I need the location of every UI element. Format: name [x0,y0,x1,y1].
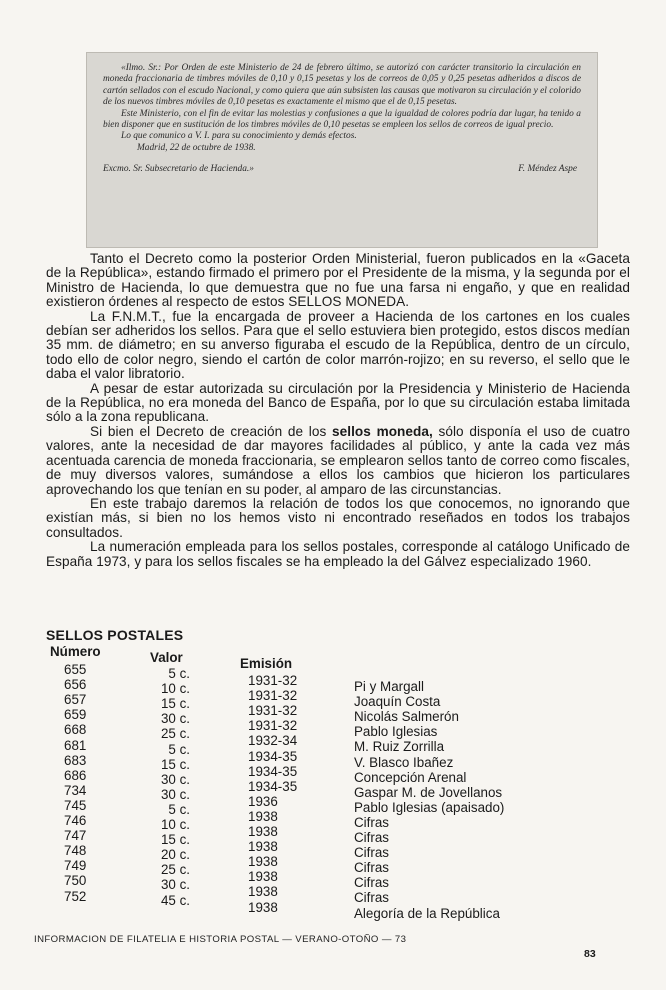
row-description: V. Blasco Ibañez [354,754,454,770]
article-body [46,252,630,569]
row-emision: 1938 [248,854,278,870]
row-valor: 20 c. [160,847,190,863]
row-valor: 5 c. [168,666,190,681]
row-description: Pi y Margall [354,679,424,694]
row-emision: 1936 [248,793,278,809]
row-valor: 30 c. [160,877,190,893]
row-description: Cifras [354,875,389,891]
row-emision: 1934-35 [248,778,298,794]
row-valor: 25 c. [160,726,190,742]
body-paragraph-2: La F.N.M.T., fue la encargada de proveer a Hacienda de los cartones en los cuales debían ser adheridos los sellos. Para que el sello estuviera bien protegido, estos discos medían 35 mm. de diámetro; en su anverso figuraba el escudo de la República, dentro de un círculo, todo ello de color negro, siendo el cartón de color marrón-rojizo; en su reverso, el sello que le daba el valor libratorio. [46,308,630,382]
quote-recipient: Excmo. Sr. Subsecretario de Hacienda.» [103,164,254,175]
row-description: Joaquín Costa [354,694,441,710]
row-valor: 15 c. [160,696,190,712]
quote-signature: F. Méndez Aspe [518,164,577,175]
body-paragraph-6: La numeración empleada para los sellos postales, corresponde al catálogo Unificado de España 1973, y para los sellos fiscales se ha empleado la del Gálvez especializado 1960. [46,539,630,569]
body-paragraph-4 [46,425,630,497]
header-valor: Valor [150,650,183,665]
row-valor: 5 c. [168,741,190,757]
body-paragraph-1: Tanto el Decreto como la posterior Orden Ministerial, fueron publicados en la «Gaceta de la República», estando firmado el primero por el Presidente de la misma, y la segunda por el Ministro de Hacienda, lo que demuestra que no fue una farsa ni engaño, y que en realidad existieron órdenes al respecto de estos SELLOS MONEDA. [46,251,630,310]
quote-date: Madrid, 22 de octubre de 1938. [137,142,256,153]
row-numero: 752 [64,888,87,904]
row-numero: 668 [64,722,87,738]
quoted-order-box [86,52,598,248]
row-description: Gaspar M. de Jovellanos [354,784,503,800]
body-p4-before: Si bien el Decreto de creación de los [90,423,333,439]
quote-paragraph-1: «Ilmo. Sr.: Por Orden de este Ministerio de 24 de febrero último, se autorizó con carácter transitorio la circulación en moneda fraccionaria de timbres móviles de 0,10 y 0,15 pesetas y los de correos de 0,05 y 0,25 pesetas adheridos a discos de cartón sellados con el escudo Nacional, y como quiera que aún subsisten las causas que motivaron su circulación y el colorido de los nuevos timbres móviles de 0,10 pesetas es exactamente el mismo que el de 0,15 pesetas. [103,63,581,108]
row-description: Alegoría de la República [354,905,500,921]
row-numero: 686 [64,767,87,783]
row-emision: 1931-32 [248,703,298,719]
row-numero: 748 [64,843,87,859]
row-emision: 1938 [248,869,278,885]
row-valor: 30 c. [160,711,190,727]
header-emision: Emisión [240,656,293,671]
row-valor: 30 c. [160,786,190,802]
row-numero: 657 [64,692,87,708]
row-valor: 45 c. [160,892,190,908]
row-description: Cifras [354,845,389,861]
row-numero: 656 [64,677,87,693]
row-emision: 1931-32 [248,718,298,734]
row-description: Nicolás Salmerón [354,709,459,725]
row-emision: 1938 [248,824,278,839]
row-numero: 659 [64,707,87,723]
running-footer: INFORMACION DE FILATELIA E HISTORIA POSTAL — VERANO-OTOÑO — 73 [34,934,407,945]
row-valor: 30 c. [160,771,190,787]
quote-paragraph-3: Lo que comunico a V. I. para su conocimiento y demás efectos. [121,131,357,142]
section-title: SELLOS POSTALES [46,627,184,643]
row-description: Cifras [354,814,389,830]
page-number: 83 [584,948,596,960]
quote-paragraph-2: Este Ministerio, con el fin de evitar las molestias y confusiones a que la igualdad de colores podría dar lugar, ha tenido a bien disponer que en sustitución de los timbres móviles de 0,10 pesetas se empleen los sellos de correos de igual precio. [103,108,581,131]
row-emision: 1938 [248,884,278,900]
row-numero: 746 [64,813,87,828]
row-description: M. Ruiz Zorrilla [354,739,445,755]
header-numero: Número [50,644,101,659]
row-numero: 745 [64,797,87,813]
row-valor: 15 c. [160,832,190,848]
row-valor: 5 c. [168,801,190,817]
row-description: Pablo Iglesias [354,724,438,740]
row-numero: 655 [64,662,87,677]
row-description: Cifras [354,890,389,906]
body-p4-bold: sellos moneda, [332,423,433,439]
row-emision: 1932-34 [248,733,298,749]
row-numero: 750 [64,873,87,889]
row-description: Cifras [354,860,389,876]
row-description: Concepción Arenal [354,769,467,785]
row-description: Cifras [354,830,389,845]
body-paragraph-5: En este trabajo daremos la relación de todos los que conocemos, no ignorando que existían más, si bien no los hemos visto ni encontrado reseñados en todos los trabajos consultados. [46,495,630,540]
row-emision: 1934-35 [248,748,298,764]
row-numero: 681 [64,737,87,753]
row-emision: 1931-32 [248,688,298,704]
quote-signature-row [103,164,581,175]
row-emision: 1934-35 [248,763,298,779]
body-p4-after: sólo disponía el uso de cuatro valores, ante la necesidad de dar mayores facilidades al público, y ante la cada vez más acentuada carencia de moneda fraccionaria, se emplearon sellos tanto de correo como fiscales, de muy diversos valores, sumándose a ellos los cambios que hicieron los particulares aprovechando los que tenían en su poder, al amparo de las circunstancias. [46,423,630,497]
row-numero: 749 [64,858,87,874]
row-emision: 1938 [248,899,278,915]
row-emision: 1938 [248,808,278,824]
row-numero: 683 [64,752,87,768]
body-paragraph-3: A pesar de estar autorizada su circulación por la Presidencia y Ministerio de Hacienda de la República, no era moneda del Banco de España, por lo que su circulación estaba limitada sólo a la zona republicana. [46,380,630,425]
row-emision: 1938 [248,839,278,855]
row-emision: 1931-32 [248,673,298,688]
row-numero: 747 [64,828,87,844]
row-valor: 15 c. [160,756,190,772]
stamps-table [48,644,528,922]
row-numero: 734 [64,782,87,798]
row-valor: 10 c. [160,817,190,832]
row-description: Pablo Iglesias (apaisado) [354,799,505,815]
row-valor: 10 c. [160,681,190,697]
row-valor: 25 c. [160,862,190,878]
